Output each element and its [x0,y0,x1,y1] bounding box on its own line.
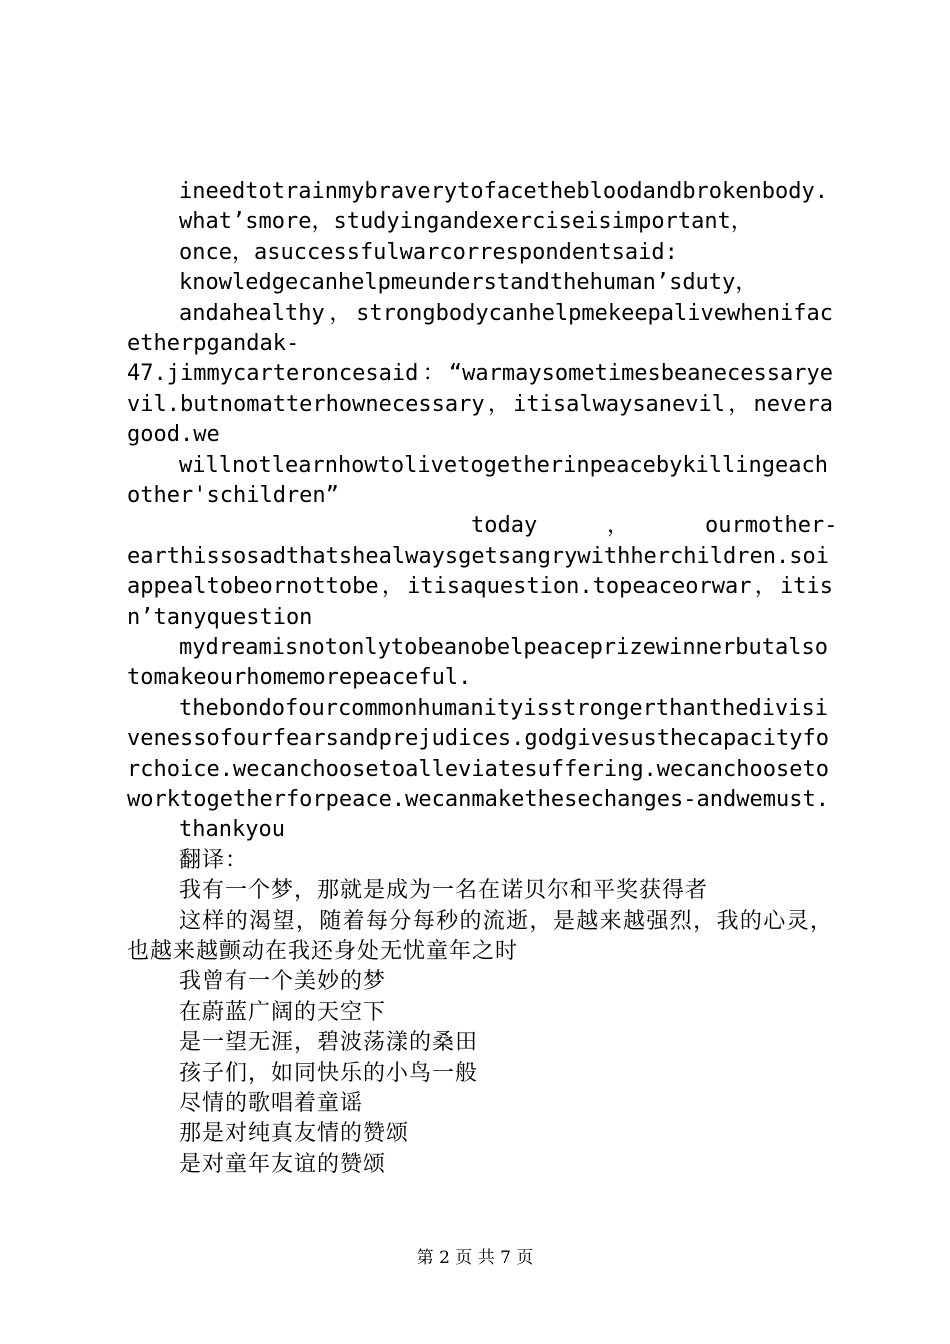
text-line: 我曾有一个美妙的梦 [179,969,387,995]
text-line: 在蔚蓝广阔的天空下 [179,999,387,1025]
text-paragraph: andahealthy，strongbodycanhelpmekeepalivewhenifacetherpgandak- [127,300,833,356]
text-line: 翻译： [179,847,249,873]
text-paragraph: mydreamisnotonlytobeanobelpeaceprizewinnerbutalsotomakeourhomemorepeaceful. [127,635,829,691]
text-line: knowledgecanhelpmeunderstandthehuman’sduty， [179,270,758,296]
text-word-today: today [471,513,538,539]
text-word-ourmother: ourmother- [705,513,838,539]
text-line: 我有一个梦，那就是成为一名在诺贝尔和平奖获得者 [179,878,709,904]
document-body [127,177,838,1180]
text-line: what’smore，studyingandexerciseisimportant， [179,209,753,235]
text-line: ineedtotrainmybraverytofacethebloodandbrokenbody. [179,179,829,204]
text-paragraph: willnotlearnhowtolivetogetherinpeacebykillingeachother'schildren” [127,452,829,508]
text-paragraph: 47.jimmycarteroncesaid：“warmaysometimesbeanecessaryevil.butnomatterhownecessary，itisalwaysanevil，neveragood.we [127,361,833,448]
text-line: 是一望无涯，碧波荡漾的桑田 [179,1030,479,1056]
text-paragraph: thebondofourcommonhumanityisstrongerthanthedivisivenessofourfearsandprejudices.godgivesusthecapacityforchoice.wecanchoosetoalleviatesuffering.wecanchoosetoworktogetherforpeace.wecanmakethesechanges-andwemust. [127,695,829,813]
text-line: thankyou [179,817,285,843]
text-line: 那是对纯真友情的赞颂 [179,1121,410,1147]
text-paragraph: 这样的渴望，随着每分每秒的流逝，是越来越强烈，我的心灵，也越来越颤动在我还身处无忧童年之时 [127,908,833,965]
text-line: once，asuccessfulwarcorrespondentsaid: [179,239,678,265]
page-number-footer: 第 2 页 共 7 页 [416,1248,534,1268]
text-paragraph: earthissosadthatshealwaysgetsangrywithherchildren.soiappealtobeornottobe，itisaquestion.topeaceorwar，itisn’tanyquestion [127,543,833,630]
text-comma: ， [607,513,630,539]
text-line: 孩子们，如同快乐的小鸟一般 [179,1060,479,1086]
text-line: 尽情的歌唱着童谣 [179,1091,364,1116]
text-line: 是对童年友谊的赞颂 [179,1151,387,1177]
text-line-today [127,511,838,541]
